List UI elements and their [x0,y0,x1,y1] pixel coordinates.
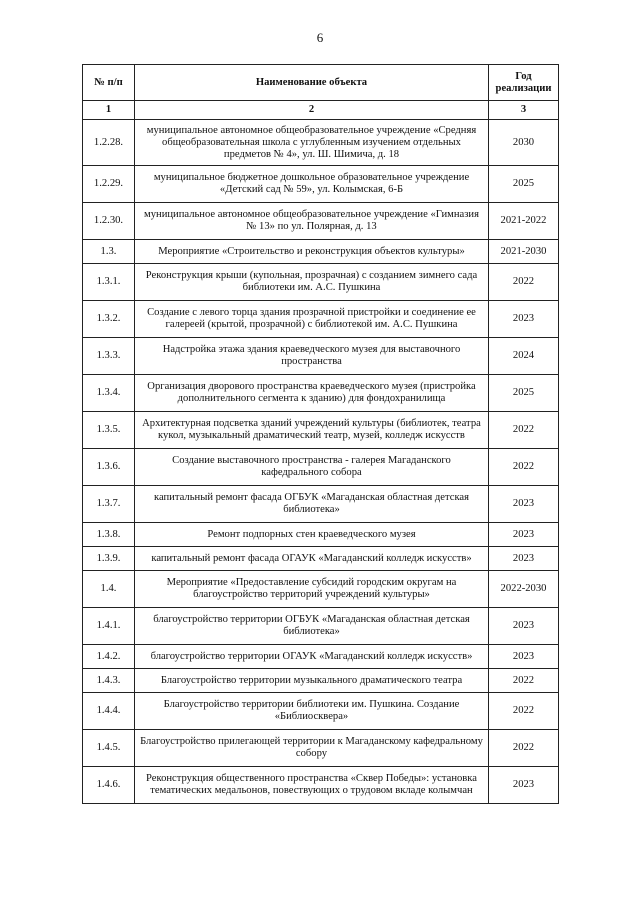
row-number: 1.3.9. [83,547,135,571]
row-number: 1.3.4. [83,375,135,412]
row-name: Благоустройство прилегающей территории к Магаданскому кафедральному собору [135,730,489,767]
table-row [83,203,559,240]
row-number: 1.3.3. [83,338,135,375]
column-index-3: 3 [489,101,559,120]
row-year: 2022 [489,449,559,486]
row-name: Благоустройство территории музыкального драматического театра [135,669,489,693]
column-index-1: 1 [83,101,135,120]
row-year: 2021-2030 [489,240,559,264]
row-year: 2022-2030 [489,571,559,608]
row-year: 2023 [489,608,559,645]
row-number: 1.4.5. [83,730,135,767]
table-row [83,412,559,449]
row-name: Надстройка этажа здания краеведческого музея для выставочного пространства [135,338,489,375]
row-name: Ремонт подпорных стен краеведческого музея [135,523,489,547]
table-row [83,523,559,547]
row-number: 1.4.6. [83,767,135,804]
row-year: 2023 [489,523,559,547]
row-number: 1.4.4. [83,693,135,730]
table-row [83,264,559,301]
row-year: 2022 [489,412,559,449]
objects-table [82,64,559,804]
table-row [83,240,559,264]
table-row [83,547,559,571]
row-number: 1.3.6. [83,449,135,486]
table-row [83,120,559,166]
row-year: 2022 [489,264,559,301]
row-year: 2023 [489,767,559,804]
row-name: Реконструкция общественного пространства «Сквер Победы»: установка тематических медальонов, повествующих о трудовом вкладе колымчан [135,767,489,804]
row-year: 2022 [489,730,559,767]
row-number: 1.4.1. [83,608,135,645]
row-year: 2025 [489,375,559,412]
row-year: 2023 [489,486,559,523]
header-name: Наименование объекта [135,65,489,101]
row-number: 1.3. [83,240,135,264]
header-year: Год реализации [489,65,559,101]
row-number: 1.2.28. [83,120,135,166]
table-row [83,301,559,338]
row-name: муниципальное автономное общеобразовательное учреждение «Гимназия № 13» по ул. Полярная, д. 13 [135,203,489,240]
row-number: 1.3.1. [83,264,135,301]
row-year: 2021-2022 [489,203,559,240]
table-row [83,608,559,645]
row-year: 2022 [489,693,559,730]
table-row [83,693,559,730]
table-row [83,338,559,375]
row-number: 1.4.2. [83,645,135,669]
column-index-row [83,101,559,120]
row-name: Создание с левого торца здания прозрачной пристройки и соединение ее галереей (крытой, прозрачной) с библиотекой им. А.С. Пушкина [135,301,489,338]
row-number: 1.2.30. [83,203,135,240]
table-row [83,375,559,412]
row-name: благоустройство территории ОГАУК «Магаданский колледж искусств» [135,645,489,669]
row-year: 2022 [489,669,559,693]
row-name: Мероприятие «Строительство и реконструкция объектов культуры» [135,240,489,264]
row-name: муниципальное автономное общеобразовательное учреждение «Средняя общеобразовательная школа с углубленным изучением отдельных предметов № 4», ул. Ш. Шимича, д. 18 [135,120,489,166]
column-index-2: 2 [135,101,489,120]
row-name: Благоустройство территории библиотеки им. Пушкина. Создание «Библиосквера» [135,693,489,730]
table-row [83,571,559,608]
row-number: 1.2.29. [83,166,135,203]
row-name: Создание выставочного пространства - галерея Магаданского кафедрального собора [135,449,489,486]
table-row [83,166,559,203]
row-name: благоустройство территории ОГБУК «Магаданская областная детская библиотека» [135,608,489,645]
row-name: Мероприятие «Предоставление субсидий городским округам на благоустройство территорий учреждений культуры» [135,571,489,608]
row-year: 2023 [489,547,559,571]
table-row [83,767,559,804]
row-number: 1.3.8. [83,523,135,547]
row-name: Организация дворового пространства краеведческого музея (пристройка дополнительного сегмента к зданию) для фондохранилища [135,375,489,412]
row-number: 1.4.3. [83,669,135,693]
row-name: капитальный ремонт фасада ОГАУК «Магаданский колледж искусств» [135,547,489,571]
row-number: 1.4. [83,571,135,608]
page-number: 6 [316,30,324,45]
header-number: № п/п [83,65,135,101]
table-row [83,449,559,486]
row-number: 1.3.7. [83,486,135,523]
table-row [83,645,559,669]
row-name: капитальный ремонт фасада ОГБУК «Магаданская областная детская библиотека» [135,486,489,523]
row-name: муниципальное бюджетное дошкольное образовательное учреждение «Детский сад № 59», ул. Колымская, 6-Б [135,166,489,203]
row-year: 2030 [489,120,559,166]
row-number: 1.3.2. [83,301,135,338]
row-year: 2023 [489,645,559,669]
row-name: Реконструкция крыши (купольная, прозрачная) с созданием зимнего сада библиотеки им. А.С. Пушкина [135,264,489,301]
table-header-row [83,65,559,101]
row-year: 2024 [489,338,559,375]
table-row [83,486,559,523]
row-number: 1.3.5. [83,412,135,449]
row-year: 2023 [489,301,559,338]
table-row [83,669,559,693]
table-row [83,730,559,767]
row-name: Архитектурная подсветка зданий учреждений культуры (библиотек, театра кукол, музыкальный драматический театр, музей, колледж искусств [135,412,489,449]
row-year: 2025 [489,166,559,203]
